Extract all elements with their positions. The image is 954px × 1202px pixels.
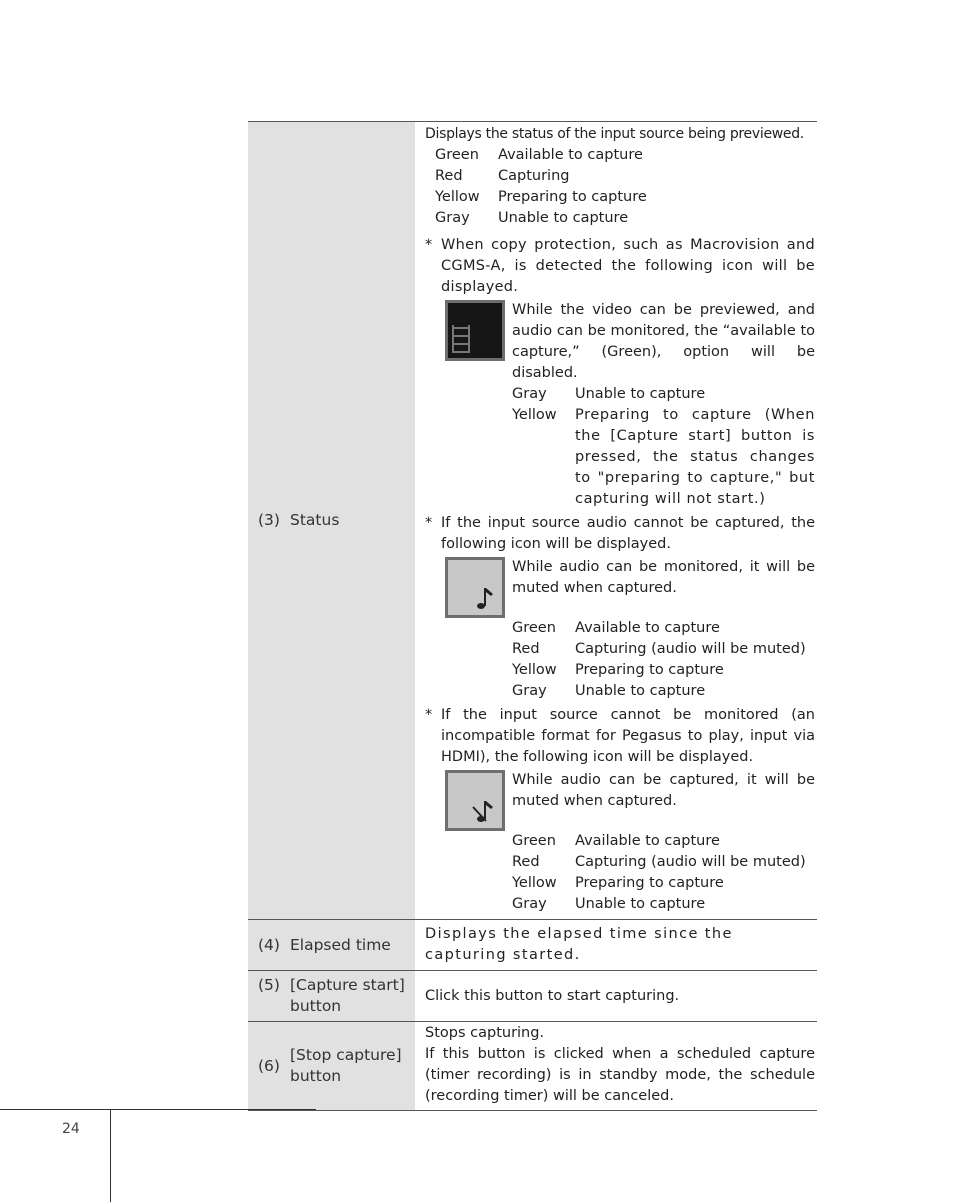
row-description: If this button is clicked when a scheduled capture (timer recording) is in standby mode, the schedule (recording timer) will be canceled.: [425, 1046, 815, 1104]
icon-status-pair: Red Capturing (audio will be muted): [512, 641, 806, 657]
table-row-elapsed-time: [248, 920, 817, 971]
icon-block: [425, 557, 815, 618]
note-copy-protection: [425, 235, 815, 298]
row-number: (6): [258, 1056, 280, 1075]
note-bullet: *: [425, 707, 433, 723]
icon-description: While audio can be captured, it will be muted when captured.: [512, 772, 815, 809]
row-description: Displays the elapsed time since the capturing started.: [425, 926, 733, 963]
row-description-cell: [415, 122, 817, 919]
row-label: Elapsed time: [290, 935, 391, 954]
row-description: Stops capturing.: [425, 1025, 545, 1041]
note-bullet: *: [425, 515, 433, 531]
icon-status-pair: Gray Unable to capture: [512, 683, 706, 699]
status-intro: Displays the status of the input source being previewed.: [425, 126, 804, 142]
note-bullet: *: [425, 237, 433, 253]
icon-status-pair: Gray Unable to capture: [512, 386, 706, 402]
row-description-cell: [415, 920, 817, 970]
row-description-cell: [415, 971, 817, 1021]
icon-status-pair: Yellow Preparing to capture: [512, 875, 724, 891]
icon-status-pair: Yellow Preparing to capture: [512, 662, 724, 678]
icon-status-pair: Green Available to capture: [512, 620, 720, 636]
audio-note-icon: [445, 557, 505, 618]
status-pair: Green Available to capture: [435, 147, 643, 163]
description-table: [248, 121, 817, 1111]
icon-block: [425, 300, 815, 384]
row-label: [Stop capture] button: [290, 1046, 402, 1085]
note-cannot-monitor: [425, 705, 815, 768]
row-number: (3): [258, 511, 280, 529]
row-label: Status: [290, 511, 340, 529]
row-label-cell: [248, 920, 415, 970]
icon-status-pair: Gray Unable to capture: [512, 896, 706, 912]
icon-status-pair: Red Capturing (audio will be muted): [512, 854, 806, 870]
table-row-capture-start: [248, 971, 817, 1022]
note-audio-not-captured: [425, 513, 815, 555]
audio-muted-note-icon: [445, 770, 505, 831]
row-number: (4): [258, 935, 280, 954]
icon-status-pair: Yellow Preparing to capture (When the [Capture start] button is pressed, the status changes to "preparing to capture," but capturing will not start.): [512, 407, 815, 507]
table-row-status: [248, 122, 817, 920]
row-number: (5): [258, 976, 280, 994]
status-pairs: [425, 145, 815, 229]
icon-block: [425, 770, 815, 831]
status-pair: Yellow Preparing to capture: [435, 189, 647, 205]
copy-protection-film-icon: [445, 300, 505, 361]
page-number: 24: [62, 1121, 80, 1137]
footer-divider: [110, 1109, 111, 1202]
icon-status-pairs: [425, 384, 815, 510]
row-label-cell: [248, 971, 415, 1021]
icon-status-pairs: [425, 831, 815, 915]
icon-status-pairs: [425, 618, 815, 702]
status-pair: Gray Unable to capture: [435, 210, 629, 226]
note-text: If the input source audio cannot be captured, the following icon will be displayed.: [441, 515, 815, 552]
row-label-cell: [248, 1022, 415, 1110]
row-description-cell: [415, 1022, 817, 1110]
note-text: When copy protection, such as Macrovision and CGMS-A, is detected the following icon will be displayed.: [441, 237, 815, 295]
icon-status-pair: Green Available to capture: [512, 833, 720, 849]
table-row-stop-capture: [248, 1022, 817, 1111]
icon-description: While audio can be monitored, it will be muted when captured.: [512, 559, 815, 596]
row-description: Click this button to start capturing.: [425, 987, 680, 1004]
note-text: If the input source cannot be monitored (an incompatible format for Pegasus to play, input via HDMI), the following icon will be displayed.: [441, 707, 815, 765]
row-label: [Capture start] button: [290, 976, 405, 1015]
footer-rule: [0, 1109, 316, 1110]
row-label-cell: [248, 122, 415, 919]
icon-description: While the video can be previewed, and audio can be monitored, the “available to capture,” (Green), option will be disabled.: [512, 302, 815, 381]
status-pair: Red Capturing: [435, 168, 570, 184]
